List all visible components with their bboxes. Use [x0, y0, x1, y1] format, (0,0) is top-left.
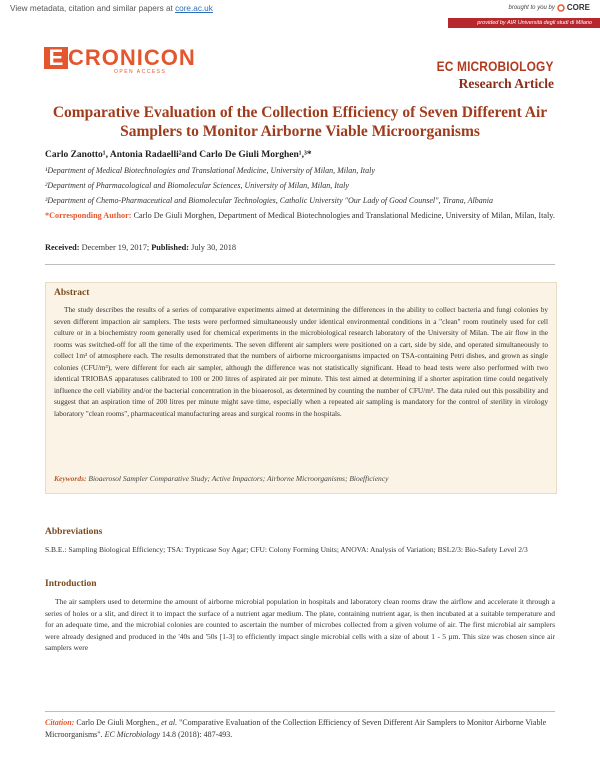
- abstract-text: The study describes the results of a series of comparative experiments aimed at determining the differences in the ability to collect bacteria and fungi colonies by seven different impaction air samplers. The tests were performed simultaneously under identical environmental conditions in a "clean" room routinely used for cell culture or in a biochemistry room generally used for chemical experiments in the microbiological research laboratory of the University of Milan. The air flow in the rooms was switched-off for all the time of the experiments. The seven different air samplers were positioned on a cart, side by side, and operated simultaneously to collect 1m³ of atmosphere each. The results demonstrated that the numbers of airborne microorganisms impacted on TSA-containing Petri dishes, and grown as single colonies (CFU/m³), were different for each air sampler, although the difference was not statistically significant. Head to head tests were also performed with two identical TRIOBAS apparatuses calibrated to 100 or 200 litres of aspirated air per minute. This test aimed at determining if a shorter aspiration time could negatively influence the cell viability and/or the bacterial concentration in the bioaerosol, as determined by counting the number of CFU/m³. The data ruled out this possibility and suggest that an aspiration time of 200 litres per minute might save time, especially when a repeated air sampling is mandatory for the control of sterility in virology laboratory "clean rooms", pharmaceutical manufacturing areas and surgical rooms in the hospitals.: [54, 305, 548, 418]
- keywords-label: Keywords:: [54, 474, 87, 483]
- paper-title: Comparative Evaluation of the Collection Efficiency of Seven Different Air Samplers to Monitor Airborne Viable Microorganisms: [52, 104, 548, 140]
- affiliation-2: ²Department of Pharmacological and Biomolecular Sciences, University of Milan, Milan, Italy: [45, 181, 349, 190]
- core-badge[interactable]: [509, 3, 591, 12]
- published-date: July 30, 2018: [189, 243, 237, 252]
- citation-volume: 14.8 (2018): 487-493.: [160, 729, 233, 739]
- divider: [45, 264, 555, 265]
- article-type: Research Article: [458, 76, 554, 91]
- dates: [45, 243, 236, 252]
- logo-word: CRONICON: [68, 45, 196, 70]
- received-label: Received:: [45, 243, 80, 252]
- abbreviations-heading: Abbreviations: [45, 527, 103, 537]
- citation-text: "Comparative Evaluation of the Collection Efficiency of Seven Different Air Samplers to Monitor Airborne Viable Microorganisms".: [45, 718, 547, 739]
- metadata-notice: [10, 4, 213, 13]
- metadata-text: View metadata, citation and similar papers at: [10, 4, 176, 13]
- citation-label: Citation:: [45, 718, 75, 727]
- logo-e-box: E: [44, 47, 68, 69]
- core-prefix: brought to you by: [508, 4, 555, 11]
- keywords: [54, 474, 388, 483]
- top-bar: [0, 0, 600, 28]
- journal-name: EC MICROBIOLOGY: [437, 58, 554, 74]
- core-logo-icon: [557, 4, 565, 12]
- authors: Carlo Zanotto¹, Antonia Radaelli²and Carlo De Giuli Morghen¹,³*: [45, 150, 312, 160]
- core-link[interactable]: core.ac.uk: [175, 4, 213, 13]
- ecronicon-logo: [44, 45, 196, 75]
- abstract-box: [45, 282, 557, 494]
- citation: [45, 711, 555, 740]
- introduction-heading: Introduction: [45, 579, 97, 589]
- received-date: December 19, 2017;: [79, 243, 152, 252]
- published-label: Published:: [151, 243, 190, 252]
- keywords-text: Bioaerosol Sampler Comparative Study; Active Impactors; Airborne Microorganisms; Bioefficiency: [86, 474, 389, 483]
- affiliation-1: ¹Department of Medical Biotechnologies and Translational Medicine, University of Milan, Milan, Italy: [45, 166, 375, 175]
- corresponding-text: Carlo De Giuli Morghen, Department of Medical Biotechnologies and Translational Medicine, University of Milan, Milan, Italy.: [131, 211, 555, 220]
- citation-authors: Carlo De Giuli Morghen.,: [74, 718, 162, 727]
- corresponding-author: [45, 210, 555, 222]
- introduction-text: The air samplers used to determine the amount of airborne microbial population in hospitals and laboratory clean rooms draw the airflow and accelerate it through a series of holes or a slit, and direct it to impact the surface of a nutrient agar medium. The plate, containing nutrient agar, is then incubated at a suitable temperature and for an adequate time, and the microbial colonies are counted to ascertain the number of microbes collected from a given volume of air. The first microbial air samplers were already designed and produced in the '40s and '50s [1-3] to efficiently impact single microbial cells with a size of about 1 - 5 µm. This size was chosen since air samplers were: [45, 597, 555, 653]
- citation-etal: et al.: [161, 718, 178, 727]
- citation-journal: EC Microbiology: [104, 729, 161, 739]
- provided-by-banner: provided by AIR Università degli studi di Milano: [448, 18, 600, 28]
- logo-tagline: OPEN ACCESS: [114, 69, 167, 75]
- corresponding-label: *Corresponding Author:: [45, 211, 132, 220]
- abbreviations-text: S.B.E.: Sampling Biological Efficiency; TSA: Trypticase Soy Agar; CFU: Colony Forming Units; ANOVA: Analysis of Variation; BSL2/3: Bio-Safety Level 2/3: [45, 545, 528, 554]
- core-label: CORE: [566, 3, 590, 12]
- affiliation-3: ³Department of Chemo-Pharmaceutical and Biomolecular Technologies, Catholic University "Our Lady of Good Counsel", Tirana, Albania: [45, 196, 493, 205]
- abstract-heading: Abstract: [54, 288, 90, 298]
